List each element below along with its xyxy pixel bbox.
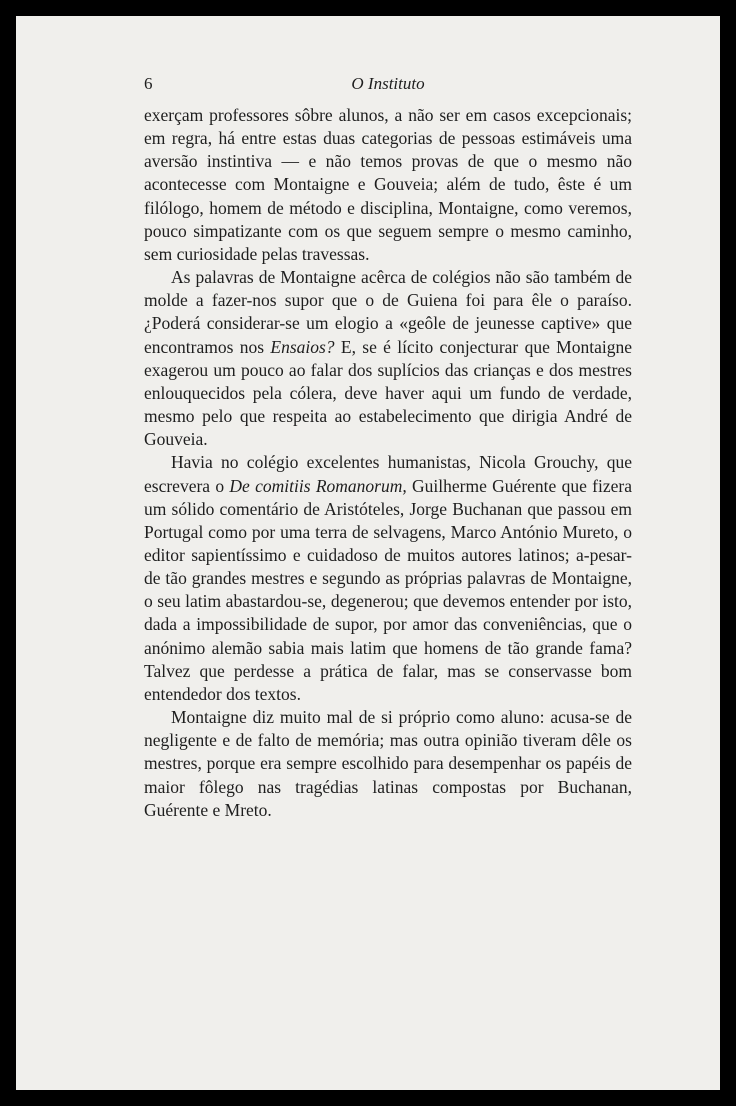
paragraph-1: exerçam professores sôbre alunos, a não ser em casos excepcionais; em regra, há entre estas duas categorias de pessoas estimáveis uma aversão instintiva — e não temos provas de que o mesmo não acontecesse com Montaigne e Gouveia; além de tudo, êste é um filólogo, homem de método e disciplina, Montaigne, como veremos, pouco simpatizante com os que seguem sempre o mesmo caminho, sem curiosidade pelas travessas. xyxy=(144,105,632,264)
paragraph-4: Montaigne diz muito mal de si próprio como aluno: acusa-se de negligente e de falto de memória; mas outra opinião tiveram dêle os mestres, porque era sempre escolhido para desempenhar os papéis de maior fôlego nas tragédias latinas compostas por Buchanan, Guérente e Mreto. xyxy=(144,707,632,820)
paragraph-2-text-after: E, se é lícito conjecturar que Montaigne exagerou um pouco ao falar dos suplícios das crianças e dos mestres enlouquecidos pela cólera, deve haver aqui um fundo de verdade, mesmo pelo que respeita ao estabelecimento que dirigia André de Gouveia. xyxy=(144,336,632,450)
paragraph-3-italic-title: De comitiis Romanorum, xyxy=(229,475,407,496)
page-number: 6 xyxy=(144,74,153,93)
book-page xyxy=(16,16,720,1090)
paragraph-3-text-after: Guilherme Guérente que fizera um sólido comentário de Aristóteles, Jorge Buchanan que passou em Portugal como por uma terra de selvagens, Marco António Mureto, o editor sapientíssimo e cuidadoso de muitos autores latinos; a-pesar-de tão grandes mestres e segundo as próprias palavras de Montaigne, o seu latim abastardou-se, degenerou; que devemos entender por isto, dada a impossibilidade de supor, por amor das conveniências, que o anónimo alemão sabia mais latim que homens de tão grande fama? Talvez que perdesse a prática de falar, mas se conservasse bom entendedor dos textos. xyxy=(144,475,632,704)
page-header xyxy=(144,64,632,104)
page-content xyxy=(144,64,632,822)
paragraph-3-text-before: Havia no colégio excelentes humanistas, Nicola Grouchy, que escrevera o xyxy=(144,452,632,496)
paragraph-2-italic-title: Ensaios? xyxy=(270,336,335,357)
paragraph-3 xyxy=(144,451,632,706)
paragraph-2-text-before: As palavras de Montaigne acêrca de colégios não são também de molde a fazer-nos supor que o de Guiena foi para êle o paraíso. ¿Poderá considerar-se um elogio a «geôle de jeunesse captive» que encontramos nos xyxy=(144,267,632,357)
paragraph-2 xyxy=(144,266,632,451)
running-title: O Instituto xyxy=(351,74,425,93)
